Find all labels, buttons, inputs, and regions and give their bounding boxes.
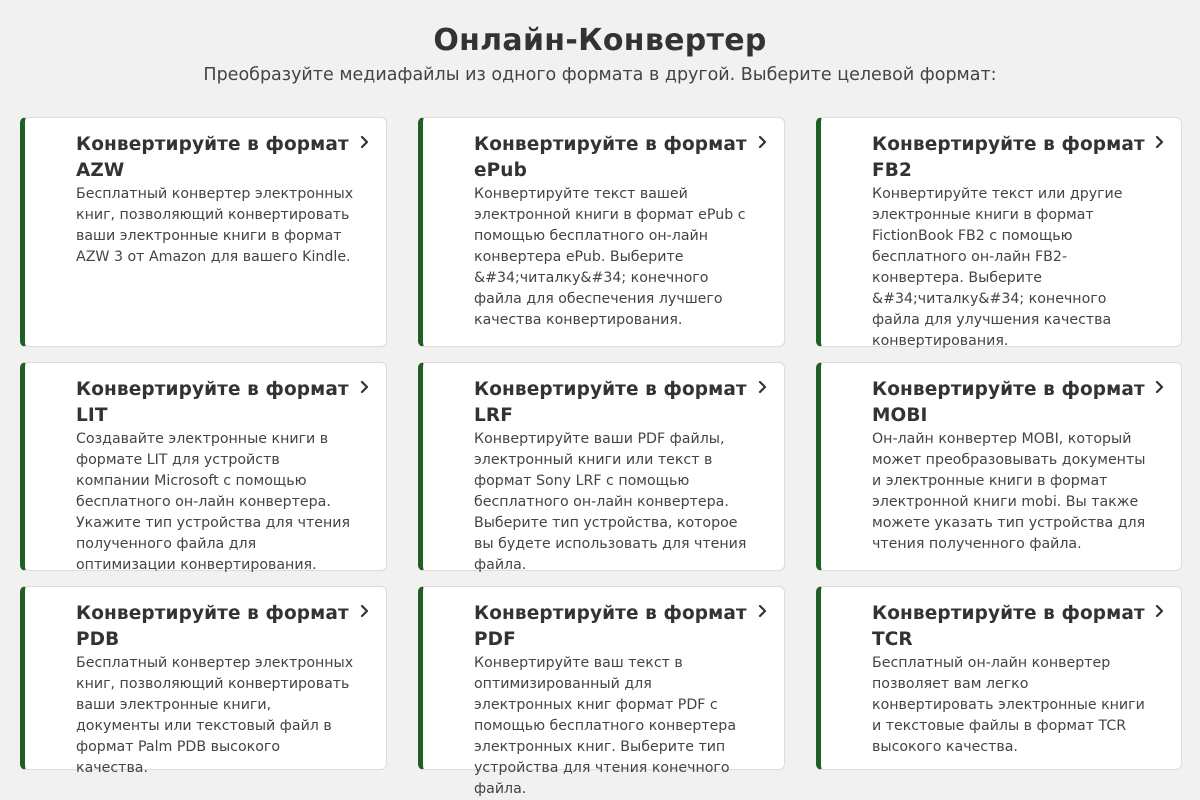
chevron-right-icon (360, 380, 370, 394)
card-description: Бесплатный конвертер электронных книг, позволяющий конвертировать ваши электронные книги в формат AZW 3 от Amazon для вашего Kindle. (76, 186, 354, 265)
card-convert-fb2[interactable] (816, 117, 1182, 347)
card-title: Конвертируйте в формат TCR (872, 603, 1145, 650)
card-description: Бесплатный он-лайн конвертер позволяет вам легко конвертировать электронные книги и текстовые файлы в формат TCR высокого качества. (872, 655, 1145, 755)
card-description: Конвертируйте ваши PDF файлы, электронный книги или текст в формат Sony LRF с помощью бесплатного он-лайн конвертера. Выберите тип устройства, которое вы будете использовать для чтения файла. (474, 431, 747, 573)
chevron-right-icon (360, 135, 370, 149)
page-title: Онлайн-Конвертер (433, 23, 767, 58)
card-title: Конвертируйте в формат FB2 (872, 134, 1145, 181)
card-description: Бесплатный конвертер электронных книг, позволяющий конвертировать ваши электронные книги, документы или текстовый файл в формат Palm PDB высокого качества. (76, 655, 354, 776)
card-convert-tcr[interactable] (816, 586, 1182, 770)
chevron-right-icon (360, 604, 370, 618)
card-description: Конвертируйте текст вашей электронной книги в формат ePub с помощью бесплатного он-лайн конвертера ePub. Выберите &#34;читалку&#34; конечного файла для обеспечения лучшего качества конвертирования. (474, 186, 746, 328)
card-convert-pdb[interactable] (20, 586, 387, 776)
card-description: Конвертируйте ваш текст в оптимизированный для электронных книг формат PDF с помощью бесплатного конвертера электронных книг. Выберите тип устройства для чтения конечного файла. (474, 655, 737, 797)
card-description: Он-лайн конвертер MOBI, который может преобразовывать документы и электронные книги в формат электронной книги mobi. Вы также можете указать тип устройства для чтения полученного файла. (872, 431, 1146, 552)
card-description: Создавайте электронные книги в формате LIT для устройств компании Microsoft с помощью бесплатного он-лайн конвертера. Укажите тип устройства для чтения полученного файла для оптимизации конвертирования. (76, 431, 351, 573)
chevron-right-icon (758, 604, 768, 618)
card-convert-mobi[interactable] (816, 362, 1182, 571)
chevron-right-icon (758, 380, 768, 394)
card-title: Конвертируйте в формат PDF (474, 603, 747, 650)
card-convert-epub[interactable] (418, 117, 785, 347)
format-card-grid (20, 117, 1182, 797)
card-title: Конвертируйте в формат LIT (76, 379, 349, 426)
card-description: Конвертируйте текст или другие электронные книги в формат FictionBook FB2 с помощью бесплатного он-лайн FB2-конвертера. Выберите &#34;читалку&#34; конечного файла для улучшения качества конвертирования. (872, 186, 1123, 349)
page-subtitle: Преобразуйте медиафайлы из одного формата в другой. Выберите целевой формат: (203, 65, 997, 85)
card-convert-lrf[interactable] (418, 362, 785, 571)
card-convert-azw[interactable] (20, 117, 387, 347)
chevron-right-icon (1155, 604, 1165, 618)
card-convert-lit[interactable] (20, 362, 387, 571)
card-convert-pdf[interactable] (418, 586, 785, 797)
card-title: Конвертируйте в формат PDB (76, 603, 349, 650)
chevron-right-icon (1155, 135, 1165, 149)
card-title: Конвертируйте в формат ePub (474, 134, 747, 181)
chevron-right-icon (758, 135, 768, 149)
chevron-right-icon (1155, 380, 1165, 394)
page-header (0, 0, 1200, 88)
card-title: Конвертируйте в формат MOBI (872, 379, 1145, 426)
card-title: Конвертируйте в формат LRF (474, 379, 747, 426)
card-title: Конвертируйте в формат AZW (76, 134, 349, 181)
